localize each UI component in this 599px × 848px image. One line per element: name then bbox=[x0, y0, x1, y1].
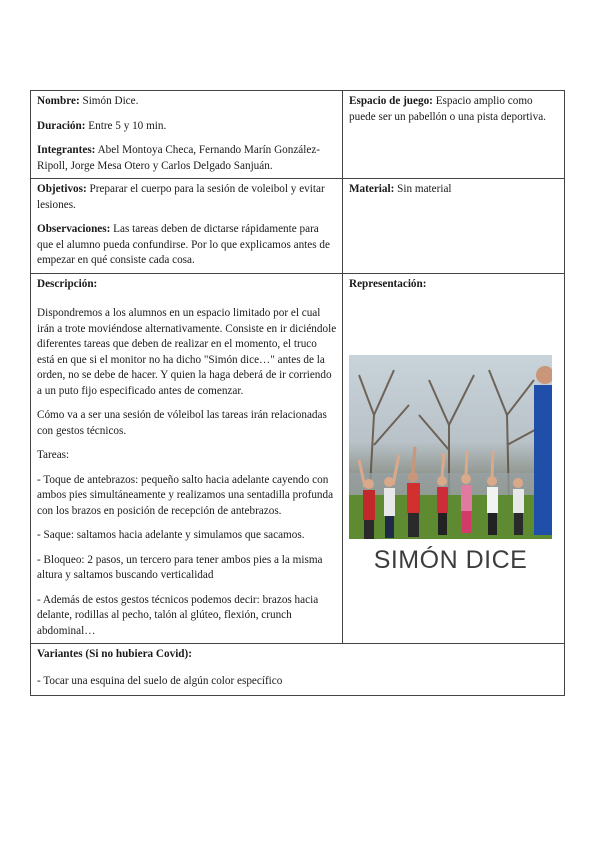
tarea-item: - Bloqueo: 2 pasos, un tercero para tener ambos pies a la misma altura y saltamos buscando verticalidad bbox=[37, 553, 323, 581]
espacio-cell bbox=[343, 91, 565, 179]
descripcion-cell bbox=[31, 273, 343, 644]
integrantes-field: Integrantes: Abel Montoya Checa, Fernando Marín González-Ripoll, Jorge Mesa Otero y Carlos Delgado Sanjuán. bbox=[37, 144, 321, 172]
simon-dice-photo bbox=[349, 355, 552, 583]
representacion-cell bbox=[343, 273, 565, 644]
tareas-heading: Tareas: bbox=[37, 449, 70, 461]
duracion-field: Duración: Entre 5 y 10 min. bbox=[37, 119, 167, 132]
photo-caption: SIMÓN DICE bbox=[349, 539, 552, 583]
material-field: Material: Sin material bbox=[349, 183, 452, 195]
observaciones-field: Observaciones: Las tareas deben de dictarse rápidamente para que el alumno pueda confundirse. Por lo que explicamos antes de empezar en qué consiste cada cosa. bbox=[37, 223, 330, 266]
representacion-heading: Representación: bbox=[349, 277, 427, 290]
objetivos-field: Objetivos: Preparar el cuerpo para la sesión de voleibol y evitar lesiones. bbox=[37, 183, 325, 211]
variantes-item: - Tocar una esquina del suelo de algún color específico bbox=[37, 674, 283, 687]
nombre-field: Nombre: Simón Dice. bbox=[37, 95, 139, 107]
objetivos-cell bbox=[31, 179, 343, 274]
tarea-item: - Saque: saltamos hacia adelante y simulamos que sacamos. bbox=[37, 529, 305, 541]
material-cell bbox=[343, 179, 565, 274]
descripcion-paragraph: Dispondremos a los alumnos en un espacio limitado por el cual irán a trote moviéndose alternativamente. Consiste en ir diciéndole diferentes tareas que deben de realizar en el momento, el truco está en que si el monitor no ha dicho "Simón dice…" antes de la orden, no se debe de hacer. Y quien la haga deberá de ir corriendo a un puto fijo especificado antes de comenzar. bbox=[37, 307, 337, 397]
tarea-item: - Además de estos gestos técnicos podemos decir: brazos hacia delante, rodillas al pecho, talón al glúteo, flexión, crunch abdominal… bbox=[37, 593, 319, 637]
tarea-item: - Toque de antebrazos: pequeño salto hacia adelante cayendo con ambos pies simultáneamente y realizamos una sentadilla profunda con los brazos en posición de recepción de antebrazos. bbox=[37, 473, 334, 517]
descripcion-paragraph: Cómo va a ser una sesión de vóleibol las tareas irán relacionadas con gestos técnicos. bbox=[37, 409, 327, 437]
activity-sheet-table bbox=[30, 90, 565, 696]
variantes-heading: Variantes (Si no hubiera Covid): bbox=[37, 648, 192, 660]
espacio-field: Espacio de juego: Espacio amplio como puede ser un pabellón o una pista deportiva. bbox=[349, 95, 546, 123]
variantes-cell bbox=[31, 644, 565, 696]
general-info-cell bbox=[31, 91, 343, 179]
descripcion-heading: Descripción: bbox=[37, 277, 98, 290]
